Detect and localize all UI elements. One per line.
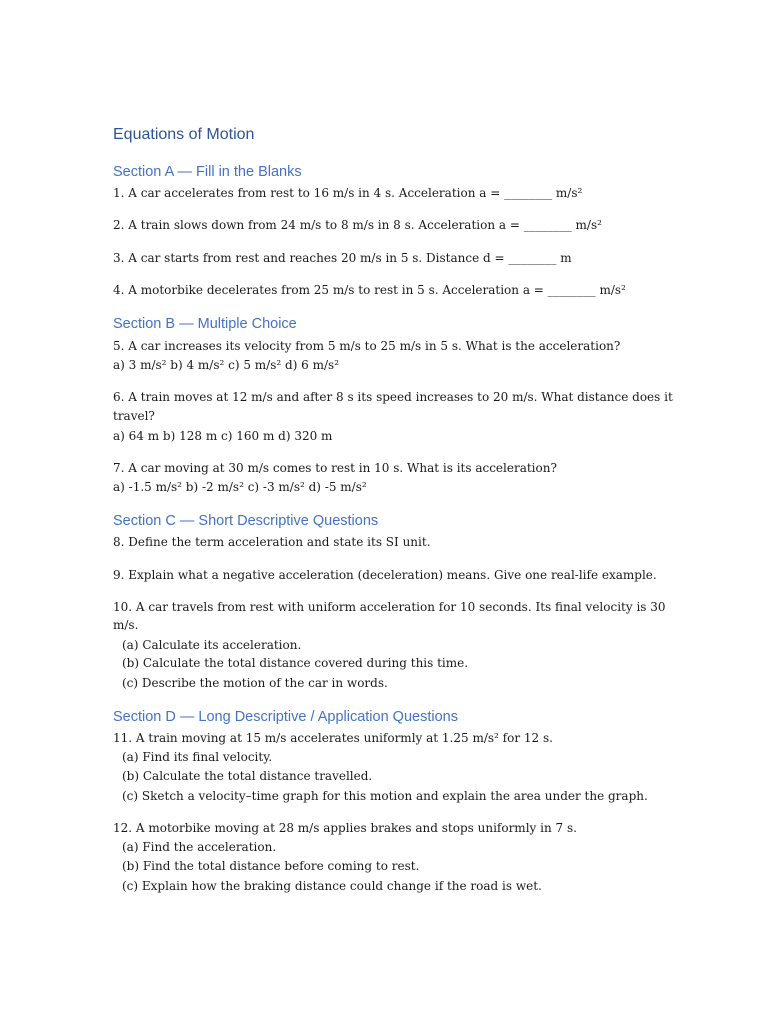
section-a-heading: Section A — Fill in the Blanks: [113, 164, 302, 180]
question-12-part-a: (a) Find the acceleration.: [122, 840, 277, 854]
question-12-part-b: (b) Find the total distance before coming to rest.: [122, 859, 420, 873]
question-6-line-2: travel?: [113, 409, 155, 423]
question-7-options: a) -1.5 m/s² b) -2 m/s² c) -3 m/s² d) -5 m/s²: [113, 480, 367, 494]
question-12: 12. A motorbike moving at 28 m/s applies brakes and stops uniformly in 7 s.: [113, 821, 577, 835]
question-5: 5. A car increases its velocity from 5 m/s to 25 m/s in 5 s. What is the acceleration?: [113, 339, 621, 353]
question-2: 2. A train slows down from 24 m/s to 8 m/s in 8 s. Acceleration a = ________ m/s²: [113, 218, 602, 232]
question-11-part-b: (b) Calculate the total distance travelled.: [122, 769, 373, 783]
question-12-part-c: (c) Explain how the braking distance could change if the road is wet.: [122, 879, 542, 893]
question-7: 7. A car moving at 30 m/s comes to rest in 10 s. What is its acceleration?: [113, 461, 557, 475]
question-4: 4. A motorbike decelerates from 25 m/s to rest in 5 s. Acceleration a = ________ m/s²: [113, 283, 626, 297]
question-10-line-1: 10. A car travels from rest with uniform acceleration for 10 seconds. Its final velocity is 30: [113, 600, 666, 614]
question-3: 3. A car starts from rest and reaches 20 m/s in 5 s. Distance d = ________ m: [113, 251, 572, 265]
section-d-heading: Section D — Long Descriptive / Application Questions: [113, 709, 458, 725]
question-10-part-b: (b) Calculate the total distance covered during this time.: [122, 656, 469, 670]
section-b-heading: Section B — Multiple Choice: [113, 316, 297, 332]
section-c-heading: Section C — Short Descriptive Questions: [113, 513, 379, 529]
question-11-part-c: (c) Sketch a velocity–time graph for this motion and explain the area under the graph.: [122, 789, 648, 803]
question-10-part-a: (a) Calculate its acceleration.: [122, 638, 302, 652]
question-6-options: a) 64 m b) 128 m c) 160 m d) 320 m: [113, 429, 333, 443]
document-title: Equations of Motion: [113, 126, 255, 143]
question-5-options: a) 3 m/s² b) 4 m/s² c) 5 m/s² d) 6 m/s²: [113, 358, 340, 372]
question-11: 11. A train moving at 15 m/s accelerates uniformly at 1.25 m/s² for 12 s.: [113, 731, 553, 745]
question-10-part-c: (c) Describe the motion of the car in words.: [122, 676, 388, 690]
question-6-line-1: 6. A train moves at 12 m/s and after 8 s its speed increases to 20 m/s. What distance does it: [113, 390, 673, 404]
question-8: 8. Define the term acceleration and state its SI unit.: [113, 535, 431, 549]
question-1: 1. A car accelerates from rest to 16 m/s in 4 s. Acceleration a = ________ m/s²: [113, 186, 583, 200]
question-9: 9. Explain what a negative acceleration (deceleration) means. Give one real-life example.: [113, 568, 657, 582]
question-11-part-a: (a) Find its final velocity.: [122, 750, 273, 764]
question-10-line-2: m/s.: [113, 618, 139, 632]
